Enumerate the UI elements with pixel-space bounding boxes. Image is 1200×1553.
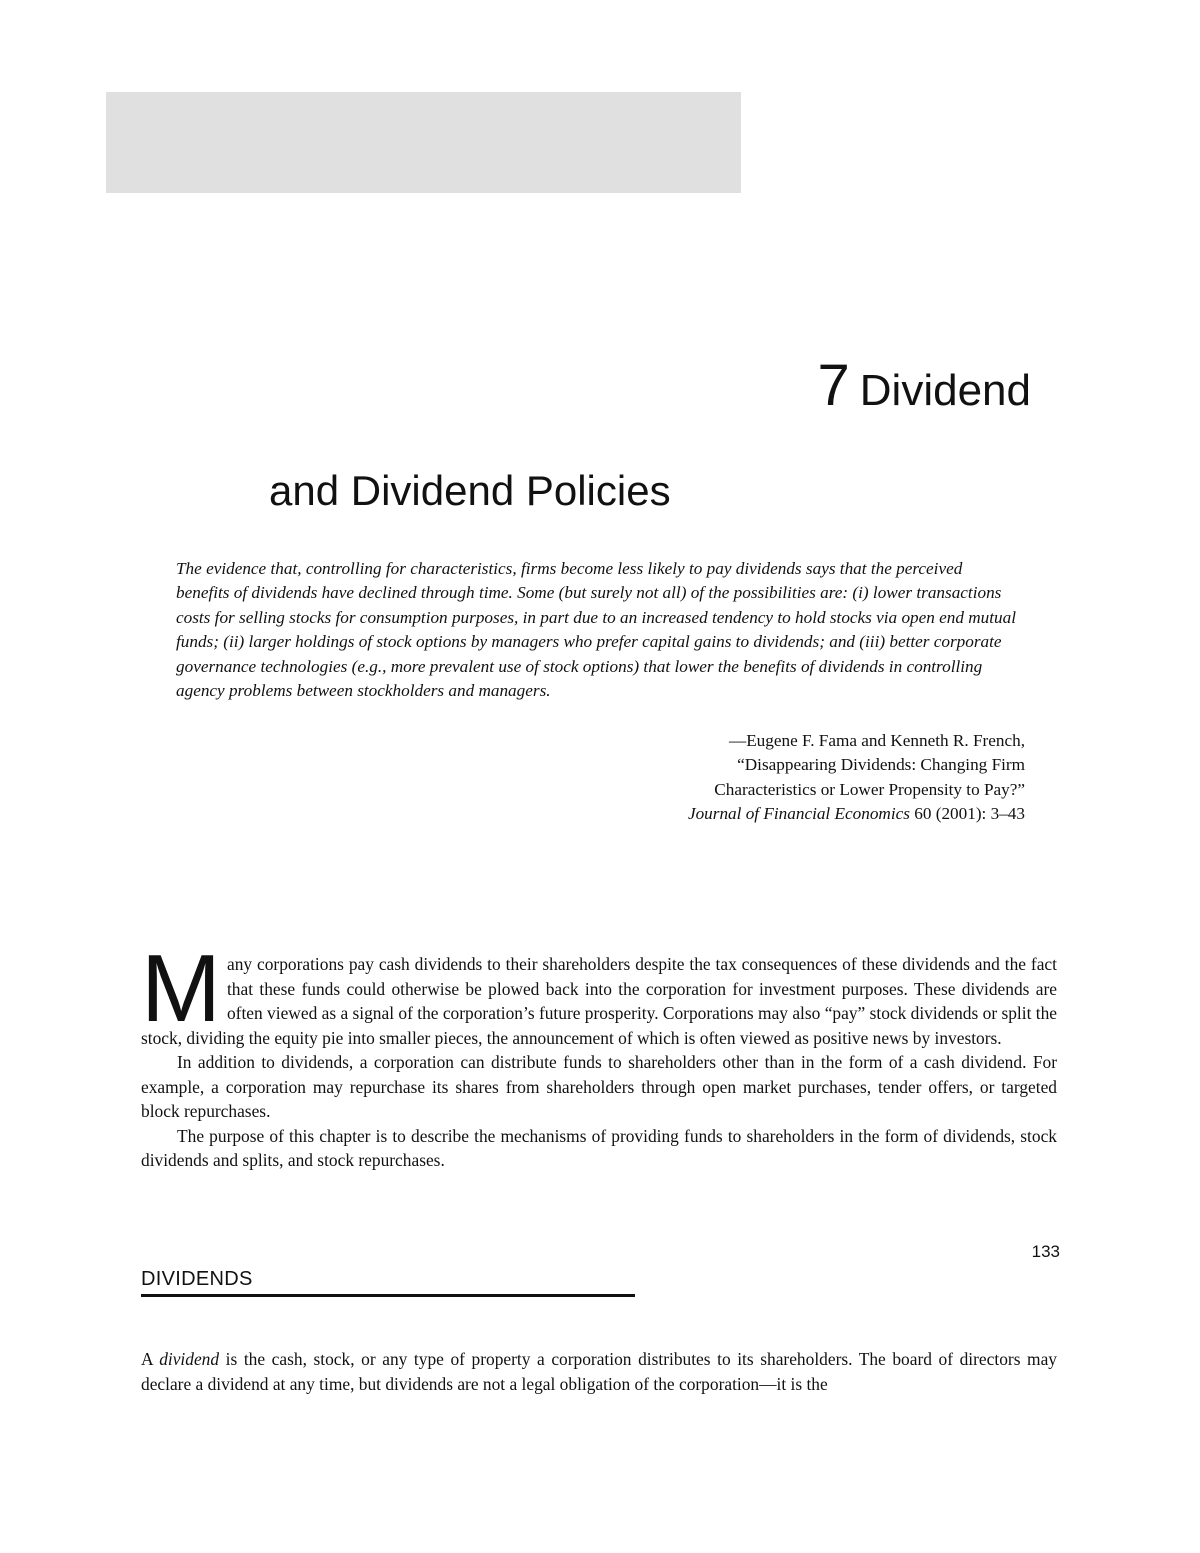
section-para-prefix: A: [141, 1349, 160, 1369]
attribution-article-line2: Characteristics or Lower Propensity to Pay?”: [714, 779, 1025, 799]
epigraph-attribution: [688, 729, 1025, 827]
attribution-authors: —Eugene F. Fama and Kenneth R. French,: [729, 731, 1025, 750]
section-para-text: is the cash, stock, or any type of property a corporation distributes to its shareholders. The board of directors may declare a dividend at any time, but dividends are not a legal obligation of the corporation—it is the: [141, 1349, 1057, 1394]
section-heading-rule: [141, 1294, 635, 1297]
drop-cap: M: [141, 935, 221, 1042]
chapter-title-line2: and Dividend Policies: [269, 467, 671, 514]
attribution-citation: 60 (2001): 3–43: [909, 804, 1025, 824]
chapter-title-line1: [818, 352, 1031, 419]
attribution-journal-line: [688, 802, 1025, 826]
page-number: 133: [1031, 1242, 1060, 1261]
chapter-intro: [141, 935, 1058, 1173]
section-para-term: dividend: [159, 1349, 220, 1369]
intro-paragraph-1: [141, 935, 1058, 1050]
attribution-article-line1: “Disappearing Dividends: Changing Firm: [737, 755, 1025, 775]
header-placeholder-block: [106, 92, 741, 193]
intro-paragraph-2: In addition to dividends, a corporation can distribute funds to shareholders other than in the form of a cash dividend. For example, a corporation may repurchase its shares from shareholders through open market purchases, tender offers, or targeted block repurchases.: [141, 1052, 1057, 1121]
section-heading: DIVIDENDS: [141, 1268, 253, 1290]
attribution-journal: Journal of Financial Economics: [687, 804, 910, 824]
chapter-title-word: Dividend: [859, 366, 1031, 415]
epigraph-quote: The evidence that, controlling for characteristics, firms become less likely to pay dividends says that the perceived benefits of dividends have declined through time. Some (but surely not all) of the possibilities are: (i) lower transactions costs for selling stocks for consumption purposes, in part due to an increased tendency to hold stocks via open end mutual funds; (ii) larger holdings of stock options by managers who prefer capital gains to dividends; and (iii) better corporate governance technologies (e.g., more prevalent use of stock options) that lower the benefits of dividends in controlling agency problems between stockholders and managers.: [176, 559, 1017, 701]
intro-paragraph-3: The purpose of this chapter is to describe the mechanisms of providing funds to shareholders in the form of dividends, stock dividends and splits, and stock repurchases.: [141, 1125, 1057, 1170]
section-paragraph: [141, 1347, 1057, 1396]
intro-paragraph-1-text: any corporations pay cash dividends to their shareholders despite the tax consequences of these dividends and the fact that these funds could otherwise be plowed back into the corporation for investment purposes. These dividends are often viewed as a signal of the corporation’s future prosperity. Corporations may also “pay” stock dividends or split the stock, dividing the equity pie into smaller pieces, the announcement of which is often viewed as positive news by investors.: [141, 954, 1058, 1048]
chapter-number: 7: [817, 353, 850, 418]
